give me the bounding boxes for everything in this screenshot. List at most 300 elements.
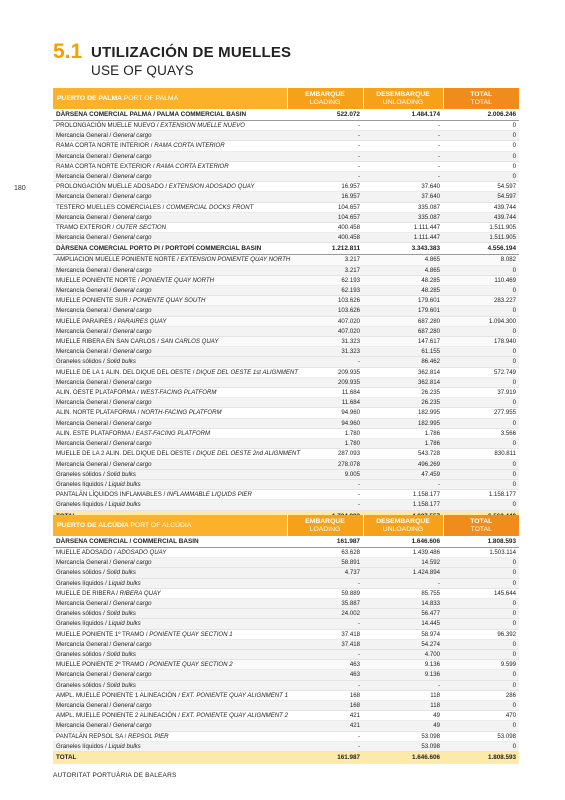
unloading-value: 37.640	[363, 192, 443, 202]
loading-value: 31.323	[287, 347, 363, 357]
total-value: 3.566	[443, 428, 519, 438]
unloading-value: 14.592	[363, 558, 443, 568]
row-label: Graneles líquidos / Liquid bulks	[53, 479, 287, 489]
loading-value: 94.960	[287, 408, 363, 418]
unloading-value: -	[363, 131, 443, 141]
loading-value: 278.078	[287, 459, 363, 469]
loading-value: 1.780	[287, 439, 363, 449]
quay-row	[53, 275, 519, 285]
total-value: 572.749	[443, 367, 519, 377]
row-label: Graneles sólidos / Solid bulks	[53, 650, 287, 660]
unloading-value: 1.484.174	[363, 109, 443, 121]
cargo-row	[53, 568, 519, 578]
loading-value: 421	[287, 721, 363, 731]
alcudia-quays-table	[53, 515, 519, 764]
row-label: Graneles sólidos / Solid bulks	[53, 609, 287, 619]
total-value: 0	[443, 619, 519, 629]
cargo-row	[53, 609, 519, 619]
unloading-value: 14.445	[363, 619, 443, 629]
port-title	[53, 515, 287, 536]
total-value: 0	[443, 141, 519, 151]
total-value: 1.808.593	[443, 536, 519, 548]
loading-value: 59.889	[287, 588, 363, 598]
total-value: 0	[443, 650, 519, 660]
total-value: 0	[443, 609, 519, 619]
row-label: RAMA CORTA NORTE INTERIOR / RAMA CORTA INTERIOR	[53, 141, 287, 151]
row-label: PANTALÁN LÍQUIDOS INFLAMABLES / INFLAMMABLE LIQUIDS PIER	[53, 490, 287, 500]
loading-value: 407.020	[287, 326, 363, 336]
loading-value: 168	[287, 690, 363, 700]
loading-value: 104.657	[287, 202, 363, 212]
row-label: Mercancía General / General cargo	[53, 377, 287, 387]
total-value: 0	[443, 418, 519, 428]
unloading-value: 1.111.447	[363, 223, 443, 233]
unloading-value: 1.158.177	[363, 490, 443, 500]
total-value: 0	[443, 398, 519, 408]
unloading-value: 85.755	[363, 588, 443, 598]
loading-value: 103.626	[287, 296, 363, 306]
loading-value: 209.935	[287, 377, 363, 387]
total-value: 0	[443, 439, 519, 449]
quay-row	[53, 255, 519, 265]
quay-row	[53, 388, 519, 398]
loading-value: 63.628	[287, 548, 363, 558]
row-label: TOTAL	[53, 752, 287, 765]
loading-value: -	[287, 357, 363, 367]
quay-row	[53, 731, 519, 741]
col-header-unloading: DESEMBARQUE UNLOADING	[363, 515, 443, 536]
unloading-value: 48.285	[363, 286, 443, 296]
loading-value: 11.684	[287, 388, 363, 398]
cargo-row	[53, 306, 519, 316]
unloading-value: -	[363, 479, 443, 489]
loading-value: 35.887	[287, 599, 363, 609]
cargo-row	[53, 599, 519, 609]
row-label: PANTALÁN REPSOL SA / REPSOL PIER	[53, 731, 287, 741]
row-label: Graneles sólidos / Solid bulks	[53, 680, 287, 690]
unloading-value: 26.235	[363, 388, 443, 398]
unloading-value: 14.833	[363, 599, 443, 609]
loading-value: 463	[287, 670, 363, 680]
loading-value: 103.626	[287, 306, 363, 316]
port-name-es: PUERTO DE ALCÚDIA	[57, 521, 129, 529]
loading-value: 3.217	[287, 265, 363, 275]
total-value: 0	[443, 469, 519, 479]
total-value: 0	[443, 670, 519, 680]
total-value: 0	[443, 721, 519, 731]
col-header-loading: EMBARQUE LOADING	[287, 88, 363, 109]
quay-row	[53, 490, 519, 500]
cargo-row	[53, 131, 519, 141]
loading-value: 161.987	[287, 536, 363, 548]
loading-value: 31.323	[287, 337, 363, 347]
total-value: 0	[443, 347, 519, 357]
port-name-en: PORT OF ALCÚDIA	[130, 521, 192, 529]
cargo-row	[53, 650, 519, 660]
cargo-row	[53, 398, 519, 408]
loading-value: 94.960	[287, 418, 363, 428]
row-label: Mercancía General / General cargo	[53, 599, 287, 609]
cargo-row	[53, 212, 519, 222]
quay-row	[53, 588, 519, 598]
unloading-value: 58.974	[363, 629, 443, 639]
row-label: MUELLE PONIENTE NORTE / PONIENTE QUAY NORTH	[53, 275, 287, 285]
total-value: 470	[443, 711, 519, 721]
loading-value: 4.737	[287, 568, 363, 578]
row-label: AMPL. MUELLE PONIENTE 1 ALINEACIÓN / EXT. PONIENTE QUAY ALIGNMENT 1	[53, 690, 287, 700]
unloading-value: 1.646.606	[363, 536, 443, 548]
total-value: 54.597	[443, 192, 519, 202]
row-label: Mercancía General / General cargo	[53, 306, 287, 316]
page-number: 180	[14, 185, 26, 192]
cargo-row	[53, 741, 519, 751]
unloading-value: 1.439.486	[363, 548, 443, 558]
cargo-row	[53, 619, 519, 629]
unloading-value: 53.098	[363, 731, 443, 741]
col-header-total: TOTAL TOTAL	[443, 88, 519, 109]
quay-row	[53, 182, 519, 192]
quay-row	[53, 711, 519, 721]
cargo-row	[53, 500, 519, 510]
col-header-unloading: DESEMBARQUE UNLOADING	[363, 88, 443, 109]
loading-value: 421	[287, 711, 363, 721]
row-label: Mercancía General / General cargo	[53, 172, 287, 182]
unloading-value: 49	[363, 721, 443, 731]
unloading-value: 1.786	[363, 439, 443, 449]
page-title: UTILIZACIÓN DE MUELLES	[91, 44, 292, 61]
loading-value: -	[287, 172, 363, 182]
total-value: 0	[443, 701, 519, 711]
cargo-row	[53, 469, 519, 479]
row-label: Mercancía General / General cargo	[53, 326, 287, 336]
loading-value: -	[287, 680, 363, 690]
cargo-row	[53, 721, 519, 731]
row-label: DÀRSENA COMERCIAL PALMA / PALMA COMMERCIAL BASIN	[53, 109, 287, 121]
unloading-value: -	[363, 121, 443, 131]
row-label: Mercancía General / General cargo	[53, 233, 287, 243]
total-value: 96.392	[443, 629, 519, 639]
row-label: Mercancía General / General cargo	[53, 151, 287, 161]
loading-value: 209.935	[287, 367, 363, 377]
loading-value: -	[287, 141, 363, 151]
total-value: 0	[443, 121, 519, 131]
row-label: Mercancía General / General cargo	[53, 639, 287, 649]
loading-value: 104.657	[287, 212, 363, 222]
loading-value: -	[287, 731, 363, 741]
row-label: ALIN. ESTE PLATAFORMA / EAST-FACING PLATFORM	[53, 428, 287, 438]
row-label: Graneles líquidos / Liquid bulks	[53, 500, 287, 510]
unloading-value: 1.646.606	[363, 752, 443, 765]
total-value: 145.644	[443, 588, 519, 598]
quay-row	[53, 690, 519, 700]
unloading-value: 1.424.894	[363, 568, 443, 578]
total-value: 1.094.300	[443, 316, 519, 326]
row-label: AMPL. MUELLE PONIENTE 2 ALINEACIÓN / EXT. PONIENTE QUAY ALIGNMENT 2	[53, 711, 287, 721]
cargo-row	[53, 172, 519, 182]
loading-value: 400.458	[287, 223, 363, 233]
loading-value: -	[287, 479, 363, 489]
port-title	[53, 88, 287, 109]
cargo-row	[53, 357, 519, 367]
row-label: Mercancía General / General cargo	[53, 398, 287, 408]
cargo-row	[53, 578, 519, 588]
loading-value: 37.418	[287, 639, 363, 649]
col-header-loading: EMBARQUE LOADING	[287, 515, 363, 536]
unloading-value: 1.111.447	[363, 233, 443, 243]
port-name-en: PORT OF PALMA	[123, 94, 179, 102]
row-label: MUELLE DE LA 2 ALIN. DEL DIQUE DEL OESTE / DIQUE DEL OESTE 2nd ALIGNMENT	[53, 449, 287, 459]
total-value: 1.511.905	[443, 233, 519, 243]
unloading-value: 9.136	[363, 670, 443, 680]
total-value: 110.469	[443, 275, 519, 285]
cargo-row	[53, 418, 519, 428]
cargo-row	[53, 439, 519, 449]
row-label: MUELLE PONIENTE 1º TRAMO / PONIENTE QUAY SECTION 1	[53, 629, 287, 639]
section-row	[53, 109, 519, 121]
total-value: 0	[443, 741, 519, 751]
unloading-value: 147.617	[363, 337, 443, 347]
unloading-value: 362.814	[363, 367, 443, 377]
unloading-value: 61.155	[363, 347, 443, 357]
unloading-value: 49	[363, 711, 443, 721]
loading-value: 1.212.811	[287, 243, 363, 255]
row-label: RAMA CORTA NORTE EXTERIOR / RAMA CORTA EXTERIOR	[53, 161, 287, 171]
total-value: 830.811	[443, 449, 519, 459]
loading-value: 58.891	[287, 558, 363, 568]
loading-value: -	[287, 741, 363, 751]
loading-value: 24.002	[287, 609, 363, 619]
loading-value: 3.217	[287, 255, 363, 265]
row-label: MUELLE ADOSADO / ADOSADO QUAY	[53, 548, 287, 558]
cargo-row	[53, 479, 519, 489]
total-value: 0	[443, 131, 519, 141]
cargo-row	[53, 192, 519, 202]
unloading-value: 4.865	[363, 265, 443, 275]
palma-quays-table	[53, 88, 519, 523]
unloading-value: 182.995	[363, 418, 443, 428]
unloading-value: -	[363, 680, 443, 690]
total-value: 178.940	[443, 337, 519, 347]
total-value: 0	[443, 377, 519, 387]
loading-value: -	[287, 500, 363, 510]
unloading-value: 4.700	[363, 650, 443, 660]
unloading-value: 362.814	[363, 377, 443, 387]
cargo-row	[53, 326, 519, 336]
total-value: 1.511.905	[443, 223, 519, 233]
total-value: 0	[443, 357, 519, 367]
unloading-value: 26.235	[363, 398, 443, 408]
footer-org-name: AUTORITAT PORTUÀRIA DE BALEARS	[53, 772, 177, 779]
total-value: 4.556.194	[443, 243, 519, 255]
row-label: TRAMO EXTERIOR / OUTER SECTION	[53, 223, 287, 233]
cargo-row	[53, 670, 519, 680]
row-label: Mercancía General / General cargo	[53, 265, 287, 275]
unloading-value: 48.285	[363, 275, 443, 285]
total-value: 1.503.114	[443, 548, 519, 558]
total-value: 0	[443, 680, 519, 690]
quay-row	[53, 548, 519, 558]
row-label: ALIN. NORTE PLATAFORMA / NORTH-FACING PLATFORM	[53, 408, 287, 418]
row-label: Graneles sólidos / Solid bulks	[53, 469, 287, 479]
loading-value: 62.193	[287, 275, 363, 285]
unloading-value: -	[363, 172, 443, 182]
row-label: PROLONGACIÓN MUELLE NUEVO / EXTENSION MUELLE NUEVO	[53, 121, 287, 131]
total-value: 439.744	[443, 212, 519, 222]
loading-value: 11.684	[287, 398, 363, 408]
total-value: 0	[443, 306, 519, 316]
row-label: Graneles líquidos / Liquid bulks	[53, 578, 287, 588]
cargo-row	[53, 286, 519, 296]
loading-value: -	[287, 490, 363, 500]
unloading-value: 37.640	[363, 182, 443, 192]
total-value: 0	[443, 578, 519, 588]
unloading-value: 335.087	[363, 212, 443, 222]
section-row	[53, 243, 519, 255]
loading-value: 463	[287, 660, 363, 670]
row-label: Graneles líquidos / Liquid bulks	[53, 619, 287, 629]
row-label: MUELLE PONIENTE 2º TRAMO / PONIENTE QUAY SECTION 2	[53, 660, 287, 670]
cargo-row	[53, 459, 519, 469]
total-value: 8.082	[443, 255, 519, 265]
loading-value: 287.093	[287, 449, 363, 459]
total-value: 1.158.177	[443, 490, 519, 500]
quay-row	[53, 141, 519, 151]
quay-row	[53, 428, 519, 438]
row-label: Mercancía General / General cargo	[53, 418, 287, 428]
unloading-value: -	[363, 161, 443, 171]
loading-value: 168	[287, 701, 363, 711]
section-row	[53, 536, 519, 548]
row-label: DÀRSENA COMERCIAL PORTO PI / PORTOPÍ COMMERCIAL BASIN	[53, 243, 287, 255]
port-name-es: PUERTO DE PALMA	[57, 94, 122, 102]
quay-row	[53, 296, 519, 306]
row-label: Mercancía General / General cargo	[53, 701, 287, 711]
loading-value: 16.957	[287, 192, 363, 202]
loading-value: -	[287, 619, 363, 629]
total-value: 277.955	[443, 408, 519, 418]
loading-value: -	[287, 161, 363, 171]
loading-value: 161.987	[287, 752, 363, 765]
total-value: 53.098	[443, 731, 519, 741]
total-value: 0	[443, 459, 519, 469]
unloading-value: -	[363, 151, 443, 161]
total-value: 0	[443, 599, 519, 609]
quay-row	[53, 337, 519, 347]
quay-row	[53, 367, 519, 377]
loading-value: 9.005	[287, 469, 363, 479]
cargo-row	[53, 233, 519, 243]
row-label: Mercancía General / General cargo	[53, 558, 287, 568]
row-label: Mercancía General / General cargo	[53, 131, 287, 141]
unloading-value: 54.274	[363, 639, 443, 649]
cargo-row	[53, 151, 519, 161]
row-label: Mercancía General / General cargo	[53, 347, 287, 357]
row-label: Mercancía General / General cargo	[53, 439, 287, 449]
row-label: Mercancía General / General cargo	[53, 192, 287, 202]
unloading-value: 86.462	[363, 357, 443, 367]
total-value: 0	[443, 161, 519, 171]
unloading-value: 9.136	[363, 660, 443, 670]
unloading-value: 687.280	[363, 326, 443, 336]
row-label: Mercancía General / General cargo	[53, 670, 287, 680]
row-label: Mercancía General / General cargo	[53, 212, 287, 222]
loading-value: 522.072	[287, 109, 363, 121]
quay-row	[53, 161, 519, 171]
loading-value: -	[287, 650, 363, 660]
loading-value: 62.193	[287, 286, 363, 296]
col-header-total: TOTAL TOTAL	[443, 515, 519, 536]
cargo-row	[53, 558, 519, 568]
loading-value: 37.418	[287, 629, 363, 639]
loading-value: -	[287, 151, 363, 161]
row-label: PROLONGACIÓN MUELLE ADOSADO / EXTENSION ADOSADO QUAY	[53, 182, 287, 192]
total-value: 0	[443, 558, 519, 568]
row-label: Graneles sólidos / Solid bulks	[53, 357, 287, 367]
row-label: Mercancía General / General cargo	[53, 459, 287, 469]
loading-value: 407.020	[287, 316, 363, 326]
unloading-value: 179.601	[363, 296, 443, 306]
unloading-value: 543.728	[363, 449, 443, 459]
row-label: DÀRSENA COMERCIAL / COMMERCIAL BASIN	[53, 536, 287, 548]
row-label: Mercancía General / General cargo	[53, 286, 287, 296]
total-value: 0	[443, 568, 519, 578]
unloading-value: 118	[363, 690, 443, 700]
total-value: 439.744	[443, 202, 519, 212]
loading-value: 400.458	[287, 233, 363, 243]
cargo-row	[53, 377, 519, 387]
unloading-value: 3.343.383	[363, 243, 443, 255]
total-value: 0	[443, 326, 519, 336]
unloading-value: -	[363, 578, 443, 588]
loading-value: -	[287, 578, 363, 588]
total-value: 0	[443, 639, 519, 649]
loading-value: 16.957	[287, 182, 363, 192]
loading-value: -	[287, 131, 363, 141]
total-value: 0	[443, 286, 519, 296]
unloading-value: 179.601	[363, 306, 443, 316]
total-value: 286	[443, 690, 519, 700]
total-value: 54.597	[443, 182, 519, 192]
quay-row	[53, 408, 519, 418]
row-label: Graneles líquidos / Liquid bulks	[53, 741, 287, 751]
unloading-value: 53.098	[363, 741, 443, 751]
unloading-value: 496.269	[363, 459, 443, 469]
loading-value: -	[287, 121, 363, 131]
total-value: 283.227	[443, 296, 519, 306]
quay-row	[53, 316, 519, 326]
total-value: 37.919	[443, 388, 519, 398]
quay-row	[53, 223, 519, 233]
total-row	[53, 752, 519, 765]
unloading-value: 56.477	[363, 609, 443, 619]
quay-row	[53, 121, 519, 131]
total-value: 1.808.593	[443, 752, 519, 765]
cargo-row	[53, 701, 519, 711]
quay-row	[53, 202, 519, 212]
cargo-row	[53, 680, 519, 690]
total-value: 0	[443, 479, 519, 489]
unloading-value: 118	[363, 701, 443, 711]
unloading-value: 182.995	[363, 408, 443, 418]
total-value: 0	[443, 500, 519, 510]
total-value: 2.006.246	[443, 109, 519, 121]
row-label: MUELLE PONIENTE SUR / PONIENTE QUAY SOUTH	[53, 296, 287, 306]
total-value: 0	[443, 172, 519, 182]
row-label: Mercancía General / General cargo	[53, 721, 287, 731]
unloading-value: -	[363, 141, 443, 151]
row-label: ALIN. OESTE PLATAFORMA / WEST-FACING PLATFORM	[53, 388, 287, 398]
page-subtitle: USE OF QUAYS	[91, 63, 194, 78]
